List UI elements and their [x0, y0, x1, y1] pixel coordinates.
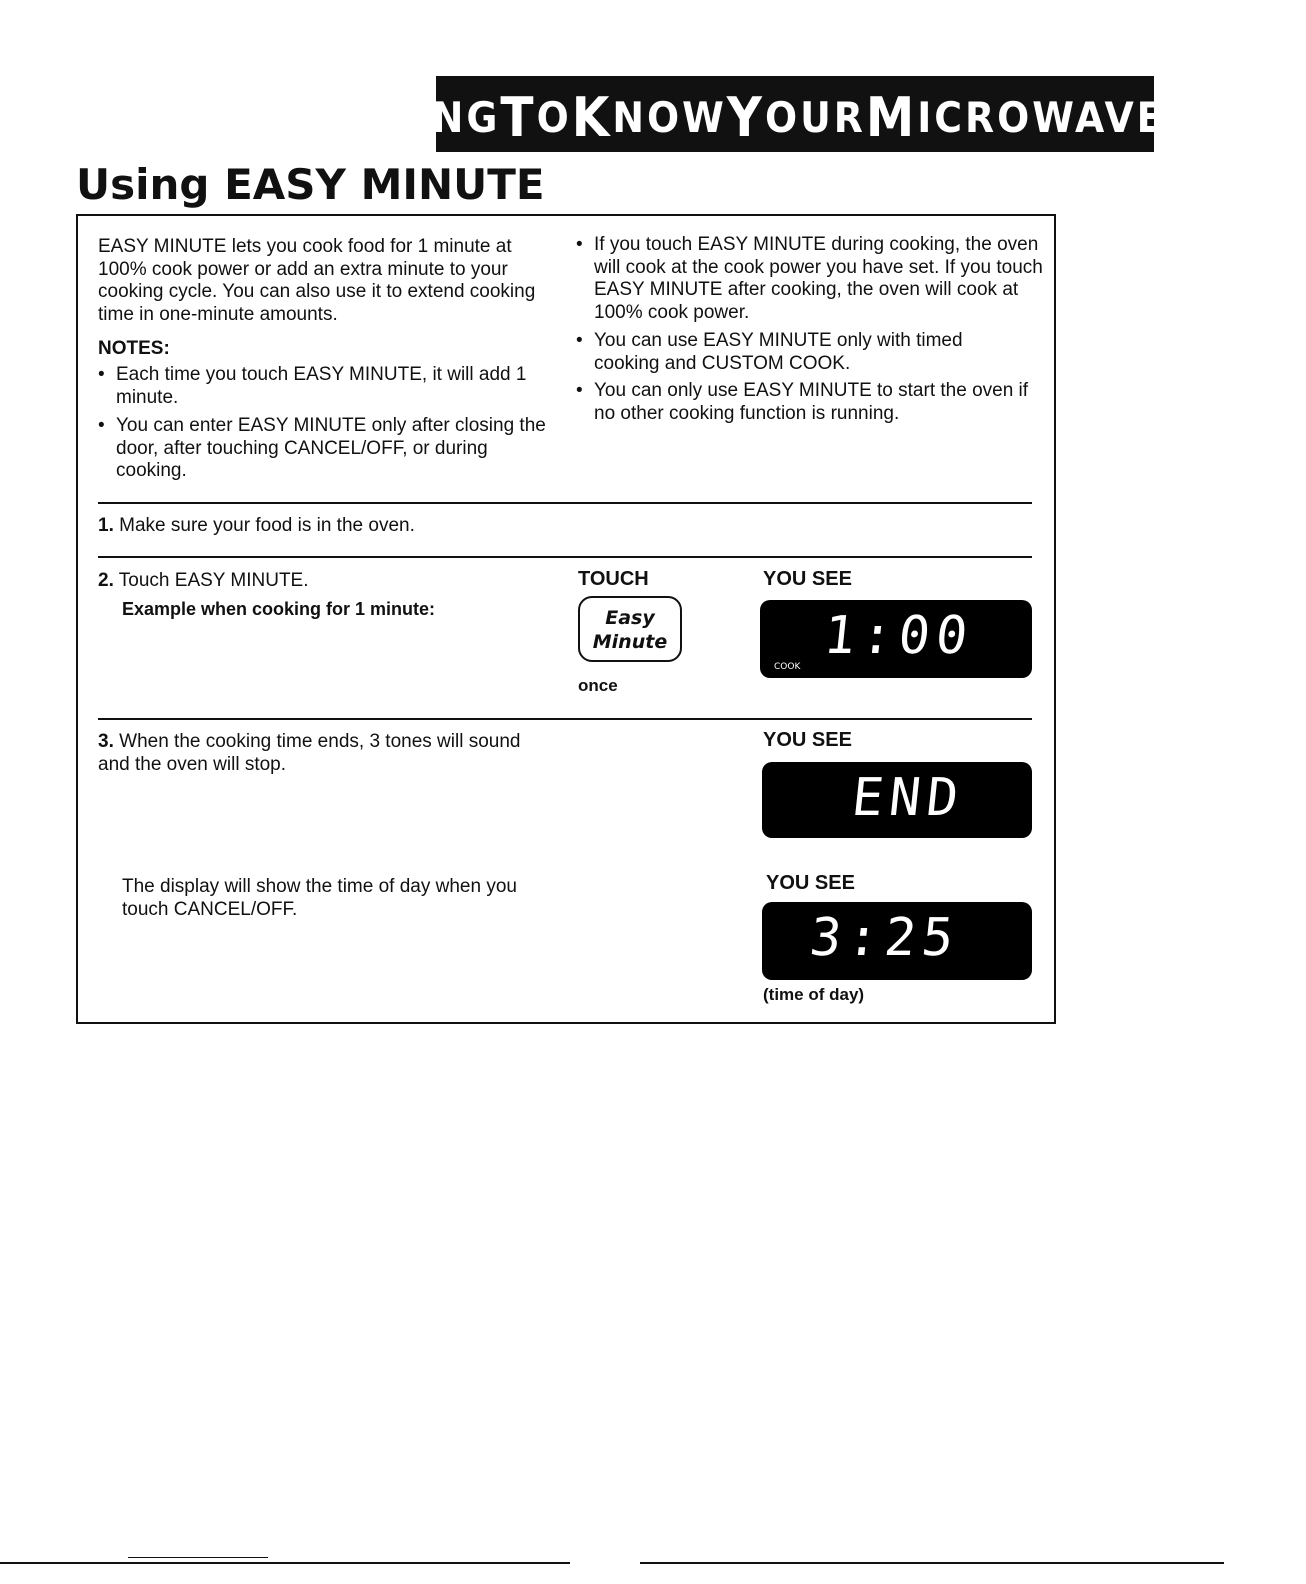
section-banner [284, 76, 1306, 152]
note-item: • You can use EASY MINUTE only with timed cooking and CUSTOM COOK. [576, 330, 1014, 375]
you-see-header: YOU SEE [763, 568, 852, 590]
you-see-header: YOU SEE [763, 729, 852, 751]
step-number: 2. [98, 570, 114, 591]
touch-header: TOUCH [578, 568, 649, 590]
footer-rule [0, 1562, 570, 1564]
step-3-extra: The display will show the time of day when you touch CANCEL/OFF. [122, 876, 517, 920]
oven-display [760, 600, 1032, 678]
banner-text: VEN [1209, 92, 1306, 142]
footer-rule [128, 1557, 268, 1558]
display-readout: 3:25 [806, 908, 963, 968]
banner-text: ETTING [327, 92, 501, 142]
once-label: once [578, 676, 618, 695]
divider [98, 556, 1032, 558]
notes-heading: NOTES: [98, 338, 170, 359]
keypad-label: Easy [605, 607, 655, 629]
step-text: When the cooking time ends, 3 tones will sound and the oven will stop. [98, 731, 521, 775]
banner-text: NOW [612, 92, 727, 142]
display-readout: 1:00 [820, 606, 977, 666]
step-text: Touch EASY MINUTE. [118, 570, 309, 591]
you-see-header: YOU SEE [766, 872, 855, 894]
banner-letter: T [500, 85, 537, 149]
step-2-example: Example when cooking for 1 minute: [122, 599, 436, 619]
step-text: Make sure your food is in the oven. [119, 515, 415, 536]
oven-display [762, 902, 1032, 980]
step-number: 3. [98, 731, 114, 752]
banner-letter: K [571, 85, 613, 149]
step-number: 1. [98, 515, 114, 536]
banner-letter: G [284, 85, 328, 149]
note-item: • You can only use EASY MINUTE to start the oven if no other cooking function is running. [576, 380, 1044, 425]
banner-letter: Y [726, 85, 765, 149]
page-title: Using EASY MINUTE [76, 160, 545, 209]
step-3 [98, 731, 538, 776]
time-of-day-label: (time of day) [763, 985, 865, 1004]
note-item: • If you touch EASY MINUTE during cooking, the oven will cook at the cook power you have set. If you touch EASY MINUTE after cooking, the oven will cook at 100% cook power. [576, 234, 1054, 324]
divider [98, 502, 1032, 504]
keypad-label: Minute [592, 631, 668, 653]
oven-display [762, 762, 1032, 838]
banner-text: ICROWAVE [917, 92, 1166, 142]
intro-paragraph: EASY MINUTE lets you cook food for 1 minute at 100% cook power or add an extra minute to your cooking cycle. You can also use it to extend cooking time in one-minute amounts. [98, 236, 536, 325]
banner-letter: O [1165, 85, 1210, 149]
step-2 [98, 570, 309, 593]
footer-rule [640, 1562, 1224, 1564]
banner-text: O [536, 92, 572, 142]
note-item: • Each time you touch EASY MINUTE, it will add 1 minute. [98, 364, 546, 409]
banner-text: OUR [764, 92, 866, 142]
banner-letter: M [865, 85, 918, 149]
step-1 [98, 515, 415, 538]
divider [98, 718, 1032, 720]
easy-minute-key [578, 596, 682, 662]
note-item: • You can enter EASY MINUTE only after closing the door, after touching CANCEL/OFF, or during cooking. [98, 415, 556, 483]
display-readout: END [848, 768, 968, 828]
cook-indicator: COOK [774, 662, 801, 672]
